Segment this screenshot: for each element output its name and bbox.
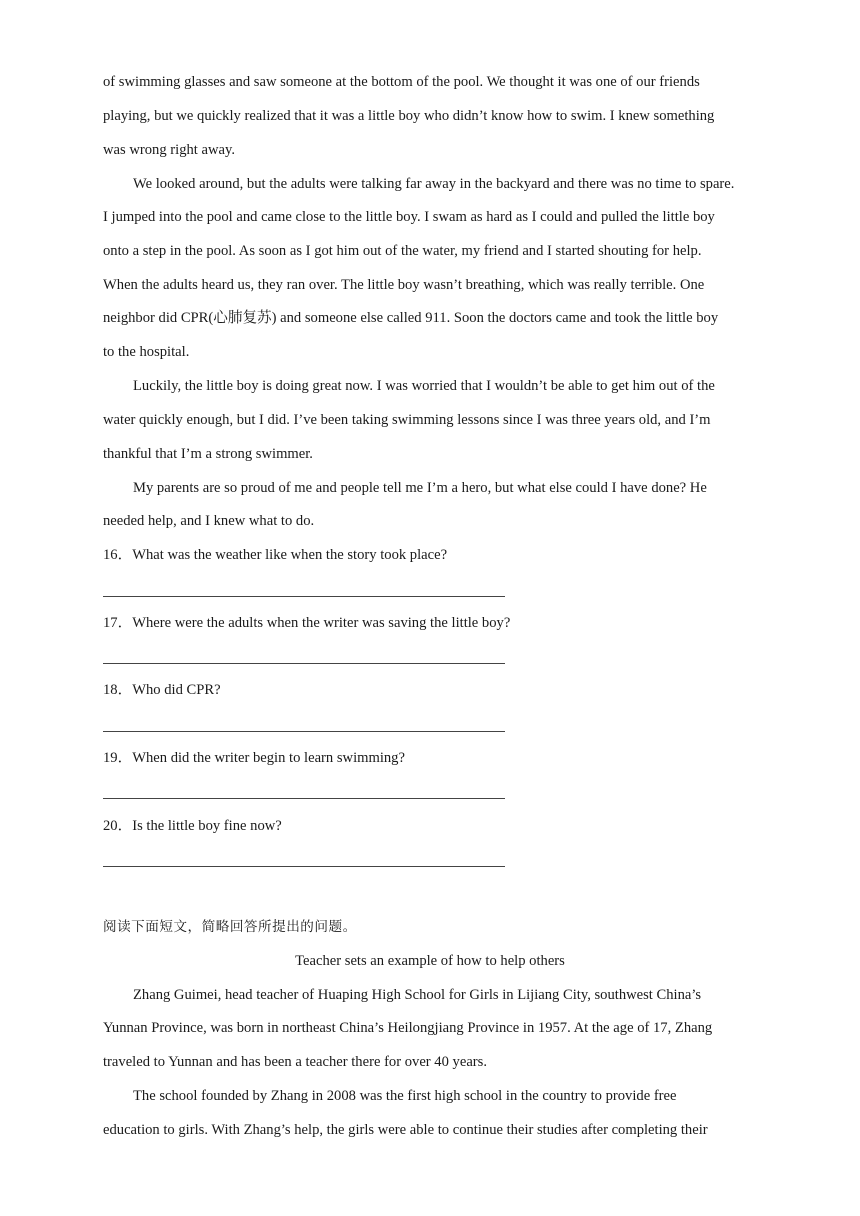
passage-line: My parents are so proud of me and people tell me I’m a hero, but what else could I have done? He bbox=[133, 480, 707, 496]
passage-title: Teacher sets an example of how to help others bbox=[295, 953, 565, 969]
question-text: What was the weather like when the story took place? bbox=[132, 547, 448, 563]
passage-line: I jumped into the pool and came close to the little boy. I swam as hard as I could and pulled the little boy bbox=[103, 209, 715, 225]
question-number: 20． bbox=[103, 818, 133, 834]
passage-line: Zhang Guimei, head teacher of Huaping High School for Girls in Lijiang City, southwest China’s bbox=[133, 987, 702, 1003]
passage-line: education to girls. With Zhang’s help, the girls were able to continue their studies after completing their bbox=[103, 1122, 708, 1138]
passage-line: thankful that I’m a strong swimmer. bbox=[103, 446, 313, 462]
question-text: Is the little boy fine now? bbox=[132, 818, 282, 834]
passage-line: was wrong right away. bbox=[103, 142, 235, 158]
question-text: Who did CPR? bbox=[132, 682, 221, 698]
passage-line: When the adults heard us, they ran over. The little boy wasn’t breathing, which was really terrible. One bbox=[103, 277, 705, 293]
question-16 bbox=[103, 545, 763, 565]
answer-line-16[interactable] bbox=[103, 596, 505, 597]
question-20 bbox=[103, 816, 763, 836]
answer-line-20[interactable] bbox=[103, 866, 505, 867]
question-number: 17． bbox=[103, 615, 133, 631]
question-number: 18． bbox=[103, 682, 133, 698]
passage-line: needed help, and I knew what to do. bbox=[103, 513, 315, 529]
section-instruction: 阅读下面短文，简略回答所提出的问题。 bbox=[103, 919, 357, 935]
passage-line: to the hospital. bbox=[103, 344, 190, 360]
passage-line: We looked around, but the adults were talking far away in the backyard and there was no time to spare. bbox=[133, 176, 735, 192]
passage-line: of swimming glasses and saw someone at the bottom of the pool. We thought it was one of our friends bbox=[103, 74, 700, 90]
question-text: When did the writer begin to learn swimming? bbox=[132, 750, 405, 766]
question-number: 16． bbox=[103, 547, 133, 563]
question-19 bbox=[103, 748, 763, 768]
answer-line-17[interactable] bbox=[103, 663, 505, 664]
passage-line: traveled to Yunnan and has been a teacher there for over 40 years. bbox=[103, 1054, 487, 1070]
question-text: Where were the adults when the writer was saving the little boy? bbox=[132, 615, 511, 631]
question-18 bbox=[103, 680, 763, 700]
answer-line-18[interactable] bbox=[103, 731, 505, 732]
question-number: 19． bbox=[103, 750, 133, 766]
passage-line: neighbor did CPR(心肺复苏) and someone else called 911. Soon the doctors came and took the little boy bbox=[103, 310, 719, 326]
passage-line: playing, but we quickly realized that it was a little boy who didn’t know how to swim. I knew something bbox=[103, 108, 715, 124]
passage-line: onto a step in the pool. As soon as I got him out of the water, my friend and I started shouting for help. bbox=[103, 243, 702, 259]
question-17 bbox=[103, 613, 763, 633]
passage-line: Luckily, the little boy is doing great now. I was worried that I wouldn’t be able to get him out of the bbox=[133, 378, 715, 394]
answer-line-19[interactable] bbox=[103, 798, 505, 799]
passage-line: Yunnan Province, was born in northeast China’s Heilongjiang Province in 1957. At the age of 17, Zhang bbox=[103, 1020, 713, 1036]
passage-line: water quickly enough, but I did. I’ve been taking swimming lessons since I was three years old, and I’m bbox=[103, 412, 711, 428]
passage-line: The school founded by Zhang in 2008 was the first high school in the country to provide free bbox=[133, 1088, 677, 1104]
